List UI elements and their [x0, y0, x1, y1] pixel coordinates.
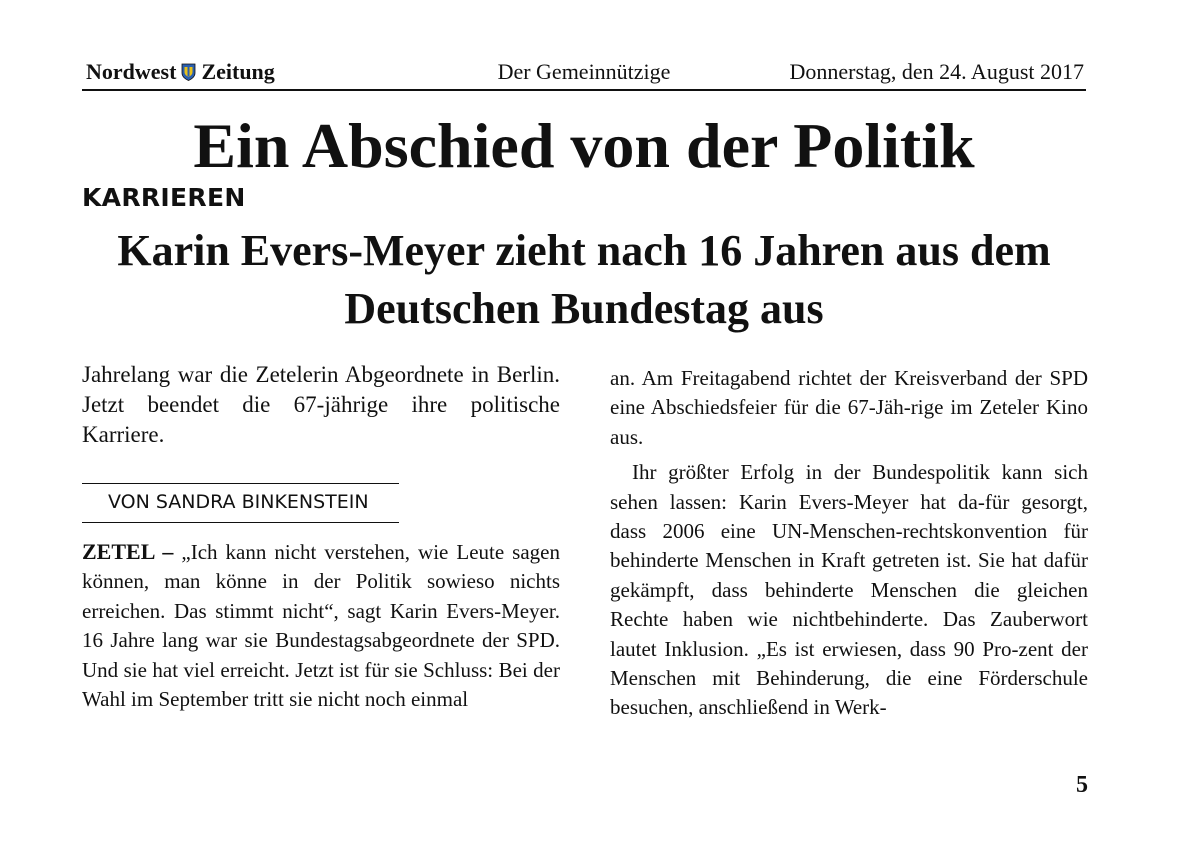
article-teaser: Jahrelang war die Zetelerin Abgeordnete in Berlin. Jetzt beendet die 67-jährige ihre politische Karriere.	[82, 362, 560, 447]
section-kicker: KARRIEREN	[82, 183, 246, 212]
article-subheadline: Karin Evers-Meyer zieht nach 16 Jahren aus dem Deutschen Bundestag aus	[117, 226, 1051, 333]
body-right-paragraph-1: an. Am Freitagabend richtet der Kreisverband der SPD eine Abschiedsfeier für die 67-Jäh-rige im Zeteler Kino aus.	[610, 366, 1088, 449]
byline-author: VON SANDRA BINKENSTEIN	[108, 491, 369, 513]
publication-title: Der Gemeinnützige	[497, 59, 671, 84]
dateline: ZETEL –	[82, 539, 174, 564]
body-left-text: „Ich kann nicht verstehen, wie Leute sagen können, man könne in der Politik sowieso nichts erreichen. Das stimmt nicht“, sagt Karin Evers-Meyer. 16 Jahre lang war sie Bundestagsabgeordnete der SPD. Und sie hat viel erreicht. Jetzt ist für sie Schluss: Bei der Wahl im September tritt sie nicht noch einmal	[82, 540, 560, 712]
body-column-left	[82, 537, 560, 714]
page-number: 5	[1076, 772, 1088, 798]
body-right-paragraph-2: Ihr größter Erfolg in der Bundespolitik kann sich sehen lassen: Karin Evers-Meyer hat da-für gesorgt, dass 2006 eine UN-Menschen-rechtskonvention für behinderte Menschen in Kraft getreten ist. Sie hat dafür gekämpft, dass behinderte Menschen die gleichen Rechte haben wie nichtbehinderte. Das Zauberwort lautet Inklusion. „Es ist erwiesen, dass 90 Pro-zent der Menschen mit Behinderung, die eine Förderschule besuchen, anschließend in Werk-	[610, 460, 1088, 720]
issue-date: Donnerstag, den 24. August 2017	[789, 59, 1084, 84]
brand-name-left: Nordwest	[86, 59, 177, 84]
byline	[82, 483, 399, 523]
masthead	[82, 57, 1086, 91]
body-column-right	[610, 364, 1088, 723]
brand-name-right: Zeitung	[201, 59, 275, 84]
article-headline: Ein Abschied von der Politik	[193, 110, 975, 181]
